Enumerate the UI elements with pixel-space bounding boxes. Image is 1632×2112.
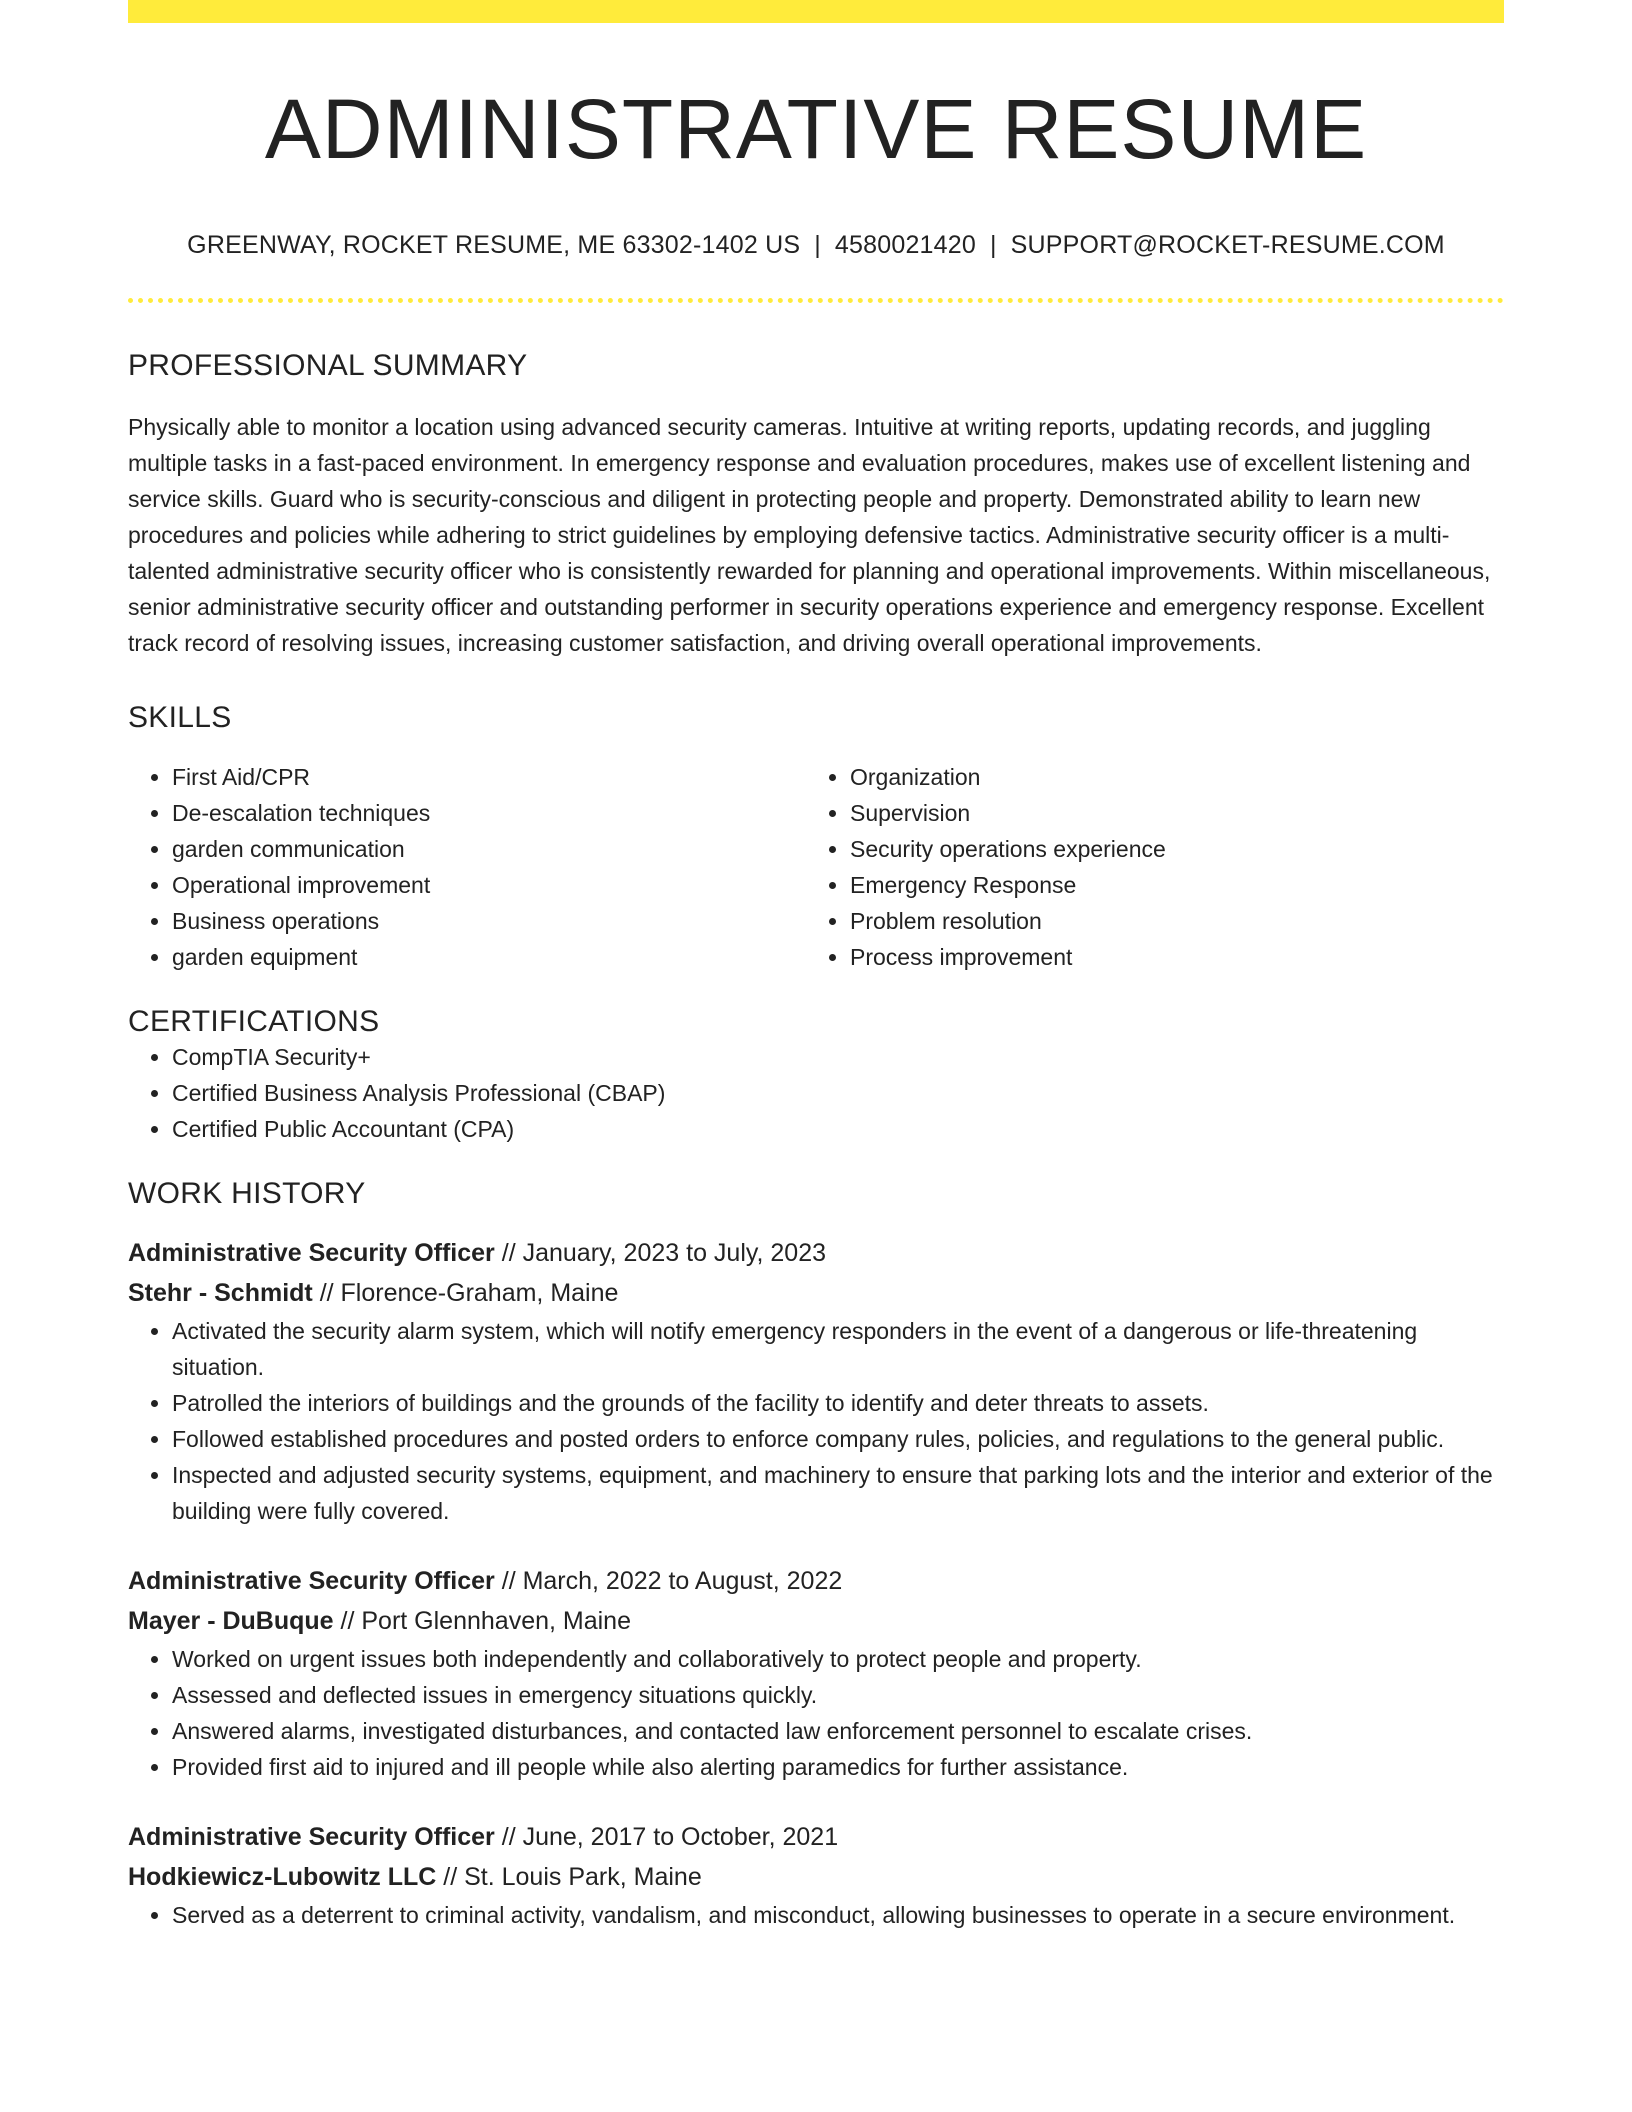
contact-phone: 4580021420 — [834, 231, 976, 260]
job-duty: • Answered alarms, investigated disturbances, and contacted law enforcement personnel to escalate crises. — [172, 1713, 1504, 1749]
contact-separator: | — [989, 231, 997, 260]
skill-item: • First Aid/CPR — [172, 759, 806, 795]
skill-item: • Business operations — [172, 903, 806, 939]
dotted-divider — [128, 298, 1504, 303]
skills-column-right — [806, 759, 1484, 975]
job-company: Stehr - Schmidt — [128, 1279, 313, 1308]
skill-item: • Process improvement — [850, 939, 1484, 975]
job-duty: • Followed established procedures and posted orders to enforce company rules, policies, and regulations to the general public. — [172, 1421, 1504, 1457]
top-accent-bar — [128, 0, 1504, 23]
job-duties-list — [128, 1641, 1504, 1785]
job-location: // Florence-Graham, Maine — [312, 1279, 619, 1308]
summary-heading: PROFESSIONAL SUMMARY — [128, 349, 528, 383]
skill-item: • Organization — [850, 759, 1484, 795]
skill-item: • garden equipment — [172, 939, 806, 975]
job-company-line — [128, 1601, 1504, 1641]
job-entry — [128, 1233, 1504, 1529]
skills-grid — [128, 759, 1504, 975]
job-duty: • Assessed and deflected issues in emergency situations quickly. — [172, 1677, 1504, 1713]
skill-item: • Operational improvement — [172, 867, 806, 903]
job-duty: • Served as a deterrent to criminal activity, vandalism, and misconduct, allowing businesses to operate in a secure environment. — [172, 1897, 1504, 1933]
skill-item: • De-escalation techniques — [172, 795, 806, 831]
certification-item: • Certified Public Accountant (CPA) — [172, 1111, 1504, 1147]
skills-list-right — [806, 759, 1484, 975]
resume-title: ADMINISTRATIVE RESUME — [264, 82, 1368, 176]
job-entry — [128, 1561, 1504, 1785]
job-location: // St. Louis Park, Maine — [436, 1863, 702, 1892]
contact-separator: | — [814, 231, 821, 260]
certification-item: • CompTIA Security+ — [172, 1039, 1504, 1075]
job-duty: • Patrolled the interiors of buildings and the grounds of the facility to identify and deter threats to assets. — [172, 1385, 1504, 1421]
job-role: Administrative Security Officer — [128, 1567, 495, 1596]
job-duty: • Activated the security alarm system, which will notify emergency responders in the event of a dangerous or life-threatening situation. — [172, 1313, 1504, 1385]
work-history-heading: WORK HISTORY — [128, 1177, 366, 1211]
job-duties-list — [128, 1313, 1504, 1529]
contact-line — [128, 231, 1504, 260]
skill-item: • Security operations experience — [850, 831, 1484, 867]
contact-email: SUPPORT@ROCKET-RESUME.COM — [1010, 231, 1445, 260]
job-role: Administrative Security Officer — [128, 1239, 495, 1268]
skill-item: • garden communication — [172, 831, 806, 867]
job-duties-list — [128, 1897, 1504, 1933]
certifications-heading: CERTIFICATIONS — [128, 1005, 380, 1039]
summary-text: Physically able to monitor a location using advanced security cameras. Intuitive at writing reports, updating records, and juggling multiple tasks in a fast-paced environment. In emergency response and evaluation procedures, makes use of excellent listening and service skills. Guard who is security-conscious and diligent in protecting people and property. Demonstrated ability to learn new procedures and policies while adhering to strict guidelines by employing defensive tactics. Administrative security officer is a multi-talented administrative security officer who is consistently rewarded for planning and operational improvements. Within miscellaneous, senior administrative security officer and outstanding performer in security operations experience and emergency response. Excellent track record of resolving issues, increasing customer satisfaction, and driving overall operational improvements. — [128, 414, 1491, 657]
resume-page — [128, 0, 1504, 1933]
skills-heading: SKILLS — [128, 701, 232, 735]
skills-list-left — [128, 759, 806, 975]
job-location: // Port Glennhaven, Maine — [333, 1607, 631, 1636]
skill-item: • Emergency Response — [850, 867, 1484, 903]
job-company: Hodkiewicz-Lubowitz LLC — [128, 1863, 437, 1892]
job-company-line — [128, 1857, 1504, 1897]
job-role-line — [128, 1817, 1504, 1857]
job-role-line — [128, 1233, 1504, 1273]
job-duty: • Provided first aid to injured and ill people while also alerting paramedics for further assistance. — [172, 1749, 1504, 1785]
certifications-list — [128, 1039, 1504, 1147]
skill-item: • Problem resolution — [850, 903, 1484, 939]
job-company-line — [128, 1273, 1504, 1313]
contact-address: GREENWAY, ROCKET RESUME, ME 63302-1402 US — [187, 231, 801, 260]
job-dates: // March, 2022 to August, 2022 — [494, 1567, 843, 1596]
job-role-line — [128, 1561, 1504, 1601]
certification-item: • Certified Business Analysis Professional (CBAP) — [172, 1075, 1504, 1111]
job-company: Mayer - DuBuque — [128, 1607, 334, 1636]
job-duty: • Worked on urgent issues both independently and collaboratively to protect people and property. — [172, 1641, 1504, 1677]
job-role: Administrative Security Officer — [128, 1823, 495, 1852]
job-duty: • Inspected and adjusted security systems, equipment, and machinery to ensure that parking lots and the interior and exterior of the building were fully covered. — [172, 1457, 1504, 1529]
job-dates: // June, 2017 to October, 2021 — [494, 1823, 839, 1852]
skills-column-left — [128, 759, 806, 975]
job-entry — [128, 1817, 1504, 1933]
skill-item: • Supervision — [850, 795, 1484, 831]
job-dates: // January, 2023 to July, 2023 — [494, 1239, 827, 1268]
